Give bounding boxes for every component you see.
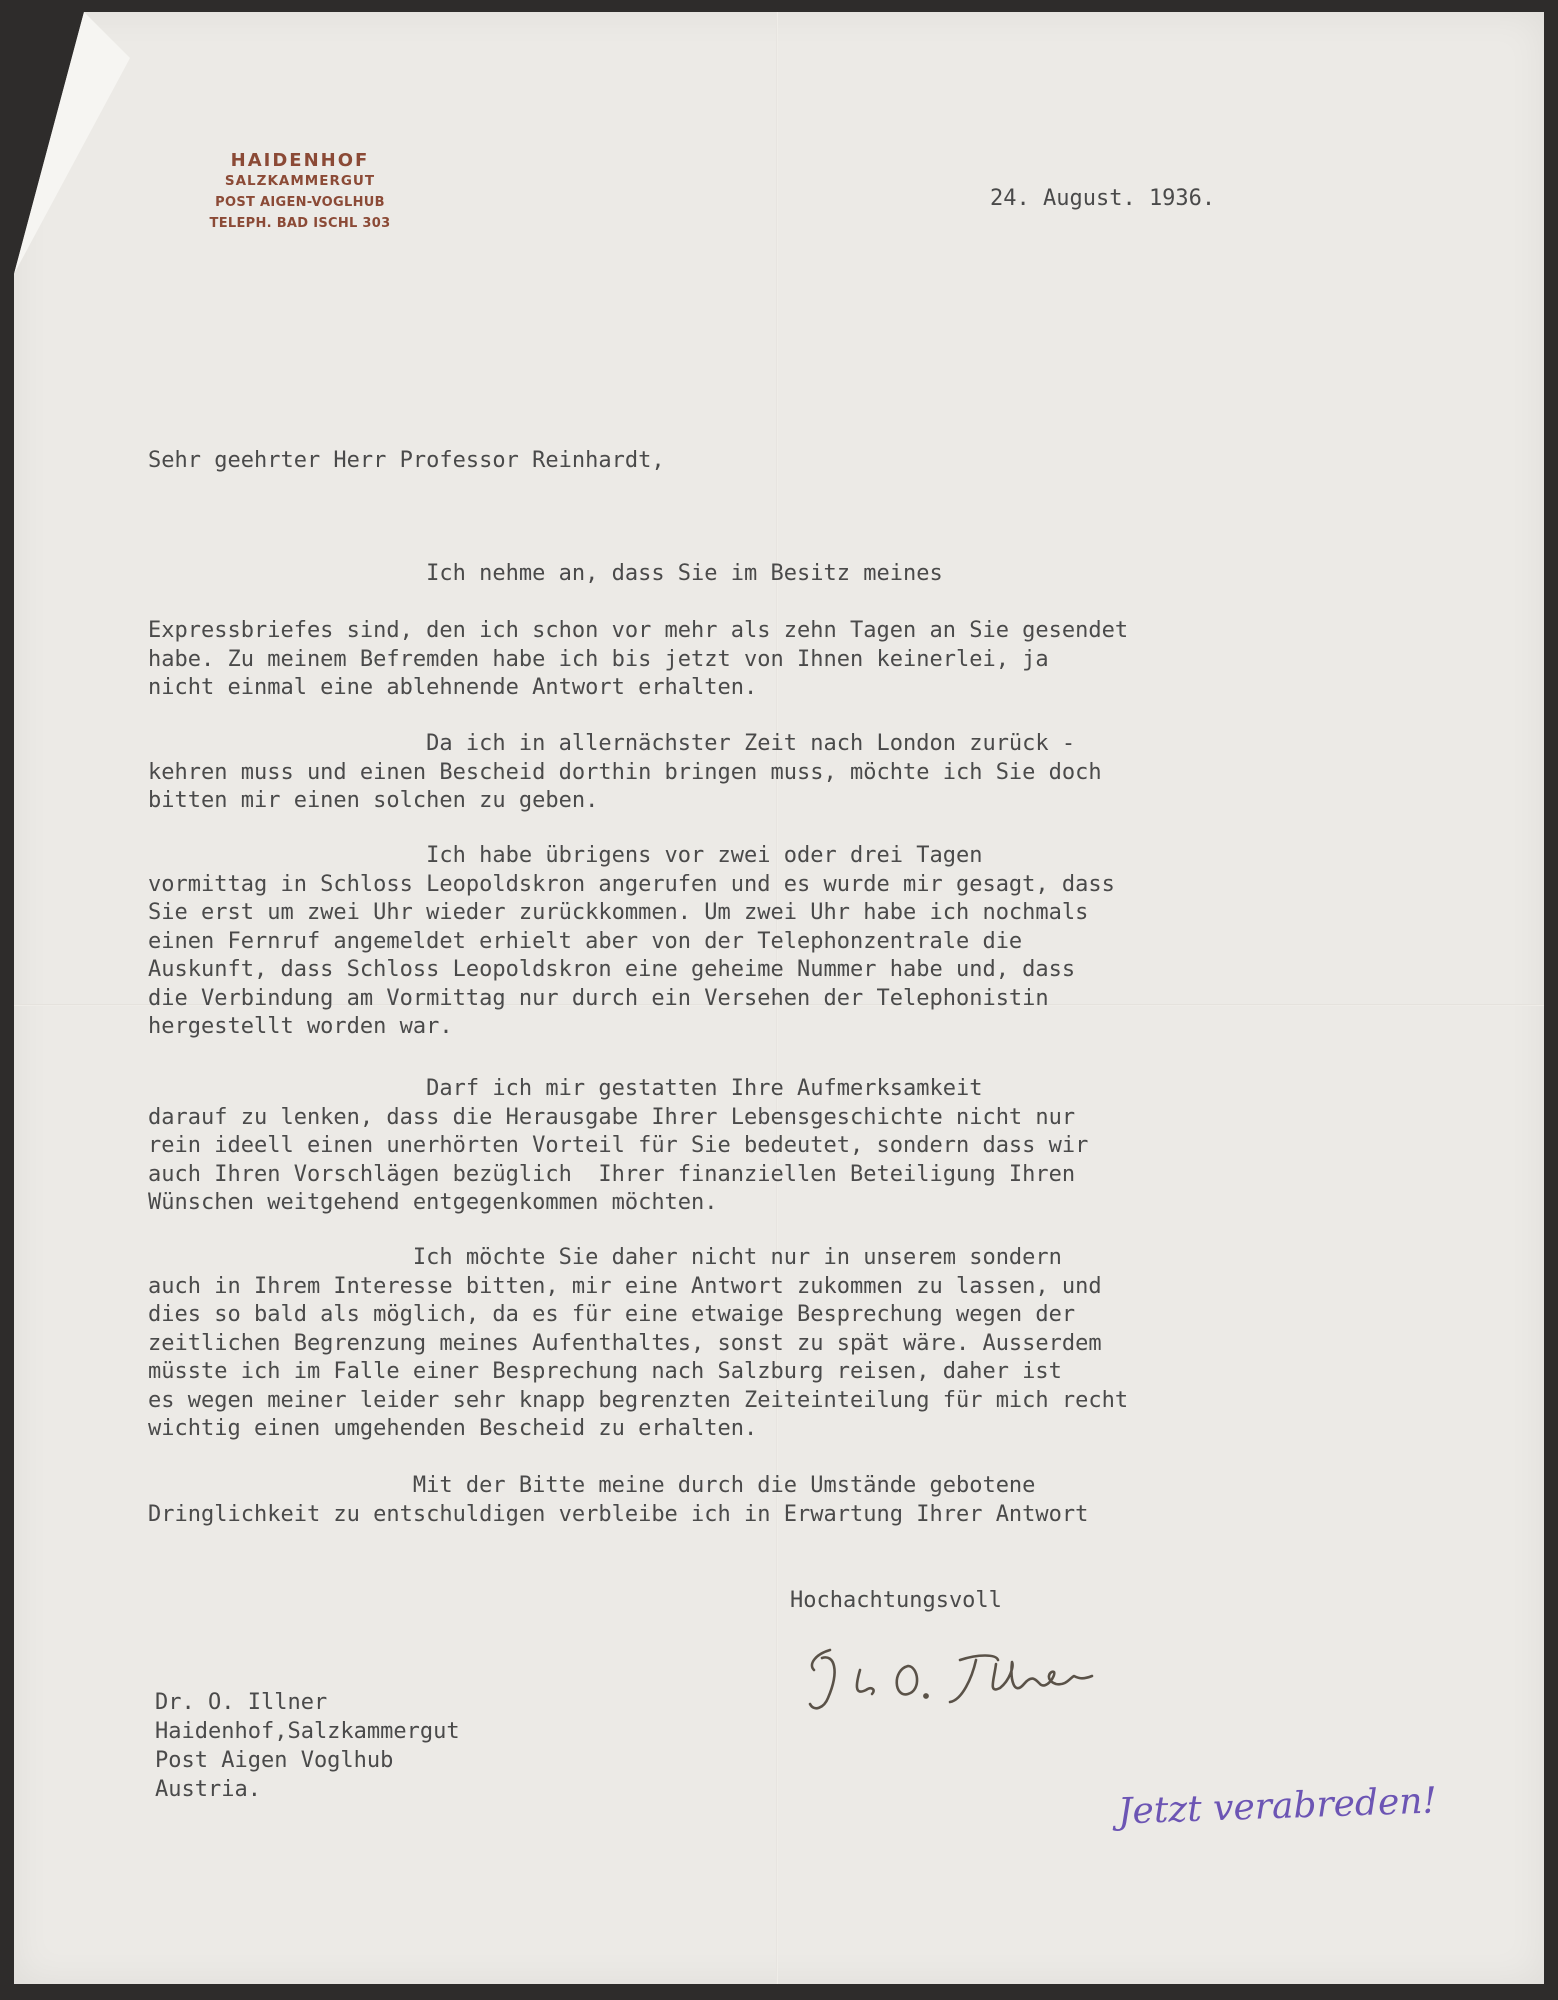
letter-date: 24. August. 1936. xyxy=(990,186,1216,211)
sender-name: Dr. O. Illner xyxy=(155,1690,328,1715)
salutation: Sehr geehrter Herr Professor Reinhardt, xyxy=(148,448,665,473)
letterhead-phone: TELEPH. BAD ISCHL 303 xyxy=(209,216,391,231)
paragraph-4: Darf ich mir gestatten Ihre Aufmerksamkeit darauf zu lenken, dass die Herausgabe Ihrer Lebensgeschichte nicht nur rein ideell einen unerhörten Vorteil für Sie bedeutet, sondern dass wir auch Ihren Vorschlägen bezüglich Ihrer finanziellen Beteiligung Ihren Wünschen weitgehend entgegenkommen möchten. xyxy=(148,1076,1089,1215)
sender-address xyxy=(155,1688,460,1804)
handwritten-note: Jetzt verabreden! xyxy=(1117,1780,1438,1833)
paragraph-6: Mit der Bitte meine durch die Umstände gebotene Dringlichkeit zu entschuldigen verbleibe ich in Erwartung Ihrer Antwort xyxy=(148,1473,1089,1527)
sender-line-3: Post Aigen Voglhub xyxy=(155,1748,394,1773)
letterhead-name: HAIDENHOF xyxy=(230,150,370,171)
paragraph-3: Ich habe übrigens vor zwei oder drei Tagen vormittag in Schloss Leopoldskron angerufen und es wurde mir gesagt, dass Sie erst um zwei Uhr wieder zurückkommen. Um zwei Uhr habe ich nochmals einen Fernruf angemeldet erhielt aber von der Telephonzentrale die Auskunft, dass Schloss Leopoldskron eine geheime Nummer habe und, dass die Verbindung am Vormittag nur durch ein Versehen der Telephonistin hergestellt worden war. xyxy=(148,843,1115,1039)
sender-line-2: Haidenhof,Salzkammergut xyxy=(155,1719,460,1744)
paragraph-2: Da ich in allernächster Zeit nach London zurück - kehren muss und einen Bescheid dorthin bringen muss, möchte ich Sie doch bitten mir einen solchen zu geben. xyxy=(148,731,1102,813)
closing: Hochachtungsvoll xyxy=(790,1588,1002,1613)
letterhead xyxy=(180,150,420,234)
paragraph-5: Ich möchte Sie daher nicht nur in unserem sondern auch in Ihrem Interesse bitten, mir eine Antwort zukommen zu lassen, und dies so bald als möglich, da es für eine etwaige Besprechung wegen der zeitlichen Begrenzung meines Aufenthaltes, sonst zu spät wäre. Ausserdem müsste ich im Falle einer Besprechung nach Salzburg reisen, daher ist es wegen meiner leider sehr knapp begrenzten Zeiteinteilung für mich recht wichtig einen umgehenden Bescheid zu erhalten. xyxy=(148,1245,1129,1441)
sender-line-4: Austria. xyxy=(155,1777,261,1802)
letterhead-post: POST AIGEN-VOGLHUB xyxy=(215,195,385,210)
letterhead-region: SALZKAMMERGUT xyxy=(224,173,376,189)
handwritten-signature xyxy=(800,1640,1130,1720)
paragraph-1: Ich nehme an, dass Sie im Besitz meines Expressbriefes sind, den ich schon vor mehr als zehn Tagen an Sie gesendet habe. Zu meinem Befremden habe ich bis jetzt von Ihnen keinerlei, ja nicht einmal eine ablehnende Antwort erhalten. xyxy=(148,561,1129,700)
